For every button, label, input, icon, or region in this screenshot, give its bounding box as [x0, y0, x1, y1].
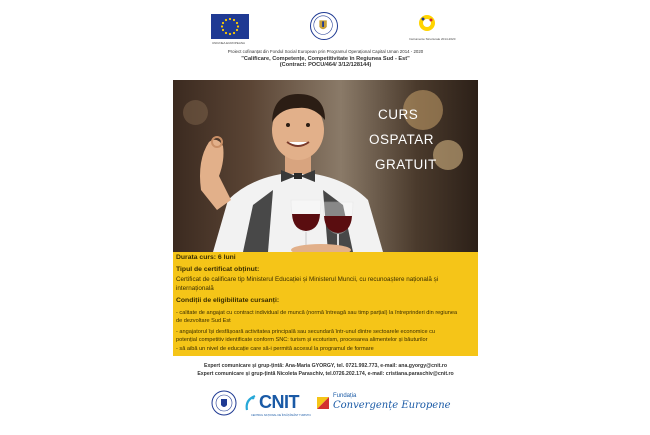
certificate-heading: Tipul de certificat obținut: — [176, 266, 260, 273]
eligibility-heading: Condiții de eligibilitate cursanți: — [176, 297, 280, 304]
course-title-line2: OSPATAR — [369, 132, 435, 147]
contact-line1: Expert comunicare și grup-țintă: Ana-Maria GYORGY, tel. 0721.992.773, e-mail: ana.gyorgy@cnit.ro — [204, 363, 447, 369]
course-title — [364, 102, 474, 177]
certificate-text-line1: Certificat de calificare tip Ministerul Educației și Ministerul Muncii, cu recunoaștere națională și — [176, 276, 439, 283]
condition-1-line1: - calitate de angajat cu contract individual de muncă (normă întreagă sau timp parțial) la întreprinderi din regiunea — [176, 310, 458, 316]
eu-flag-logo — [211, 14, 249, 39]
course-details-panel — [173, 252, 478, 356]
poster — [173, 0, 478, 435]
footer-logos — [173, 385, 478, 425]
eu-stars-icon — [211, 14, 249, 39]
ministry-seal-icon — [211, 390, 237, 416]
course-title-line3: GRATUIT — [375, 157, 437, 172]
government-seal-logo — [310, 12, 338, 40]
course-duration: Durata curs: 6 luni — [176, 254, 236, 261]
header-logos — [173, 8, 478, 48]
is-caption: Instrumente Structurale 2014-2020 — [409, 37, 456, 41]
certificate-text-line2: internațională — [176, 285, 214, 292]
contact-info — [173, 363, 478, 378]
condition-2-line1: - angajatorul își desfășoară activitatea principală sau secundară într-unul dintre sectoarele economice cu — [176, 329, 436, 335]
eu-caption: UNIUNEA EUROPEANA — [212, 41, 246, 45]
course-title-line1: CURS — [378, 107, 419, 122]
project-title: "Calificare, Competențe, Competitivitate în Regiunea Sud - Est" — [241, 56, 410, 62]
cnit-swoosh-icon — [243, 394, 257, 412]
condition-1-line2: de dezvoltare Sud Est — [176, 318, 231, 324]
project-contract: (Contract: POCU/464/ 3/12/128144) — [279, 62, 372, 68]
foundation-label: Fundația — [333, 393, 357, 399]
project-info — [173, 49, 478, 68]
coat-of-arms-icon — [311, 13, 337, 39]
project-funding-line: Proiect cofinanțat din Fondul Social European prin Programul Operațional Capital Uman 2014 - 2020 — [227, 49, 424, 54]
foundation-name: Convergențe Europene — [333, 400, 451, 411]
fundatia-logo-icon — [316, 396, 330, 410]
condition-3: - să aibă un nivel de educație care să-i permită accesul la programul de formare — [176, 346, 374, 352]
structural-instruments-logo — [415, 12, 439, 36]
contact-line2: Expert comunicare și grup-țintă Nicoleta Paraschiv, tel.0726.202.174, e-mail: cristiana.paraschiv@cnit.ro — [197, 370, 454, 377]
cnit-subtitle: CENTRUL NAȚIONAL DE ÎNVĂȚĂMÂNT TURISTIC — [251, 414, 312, 417]
condition-2-line2: potențial competitiv identificate conform SNC: turism și ecoturism, procesarea alimentelor și băuturilor — [176, 337, 428, 343]
cnit-logo-text: CNIT — [259, 392, 299, 412]
